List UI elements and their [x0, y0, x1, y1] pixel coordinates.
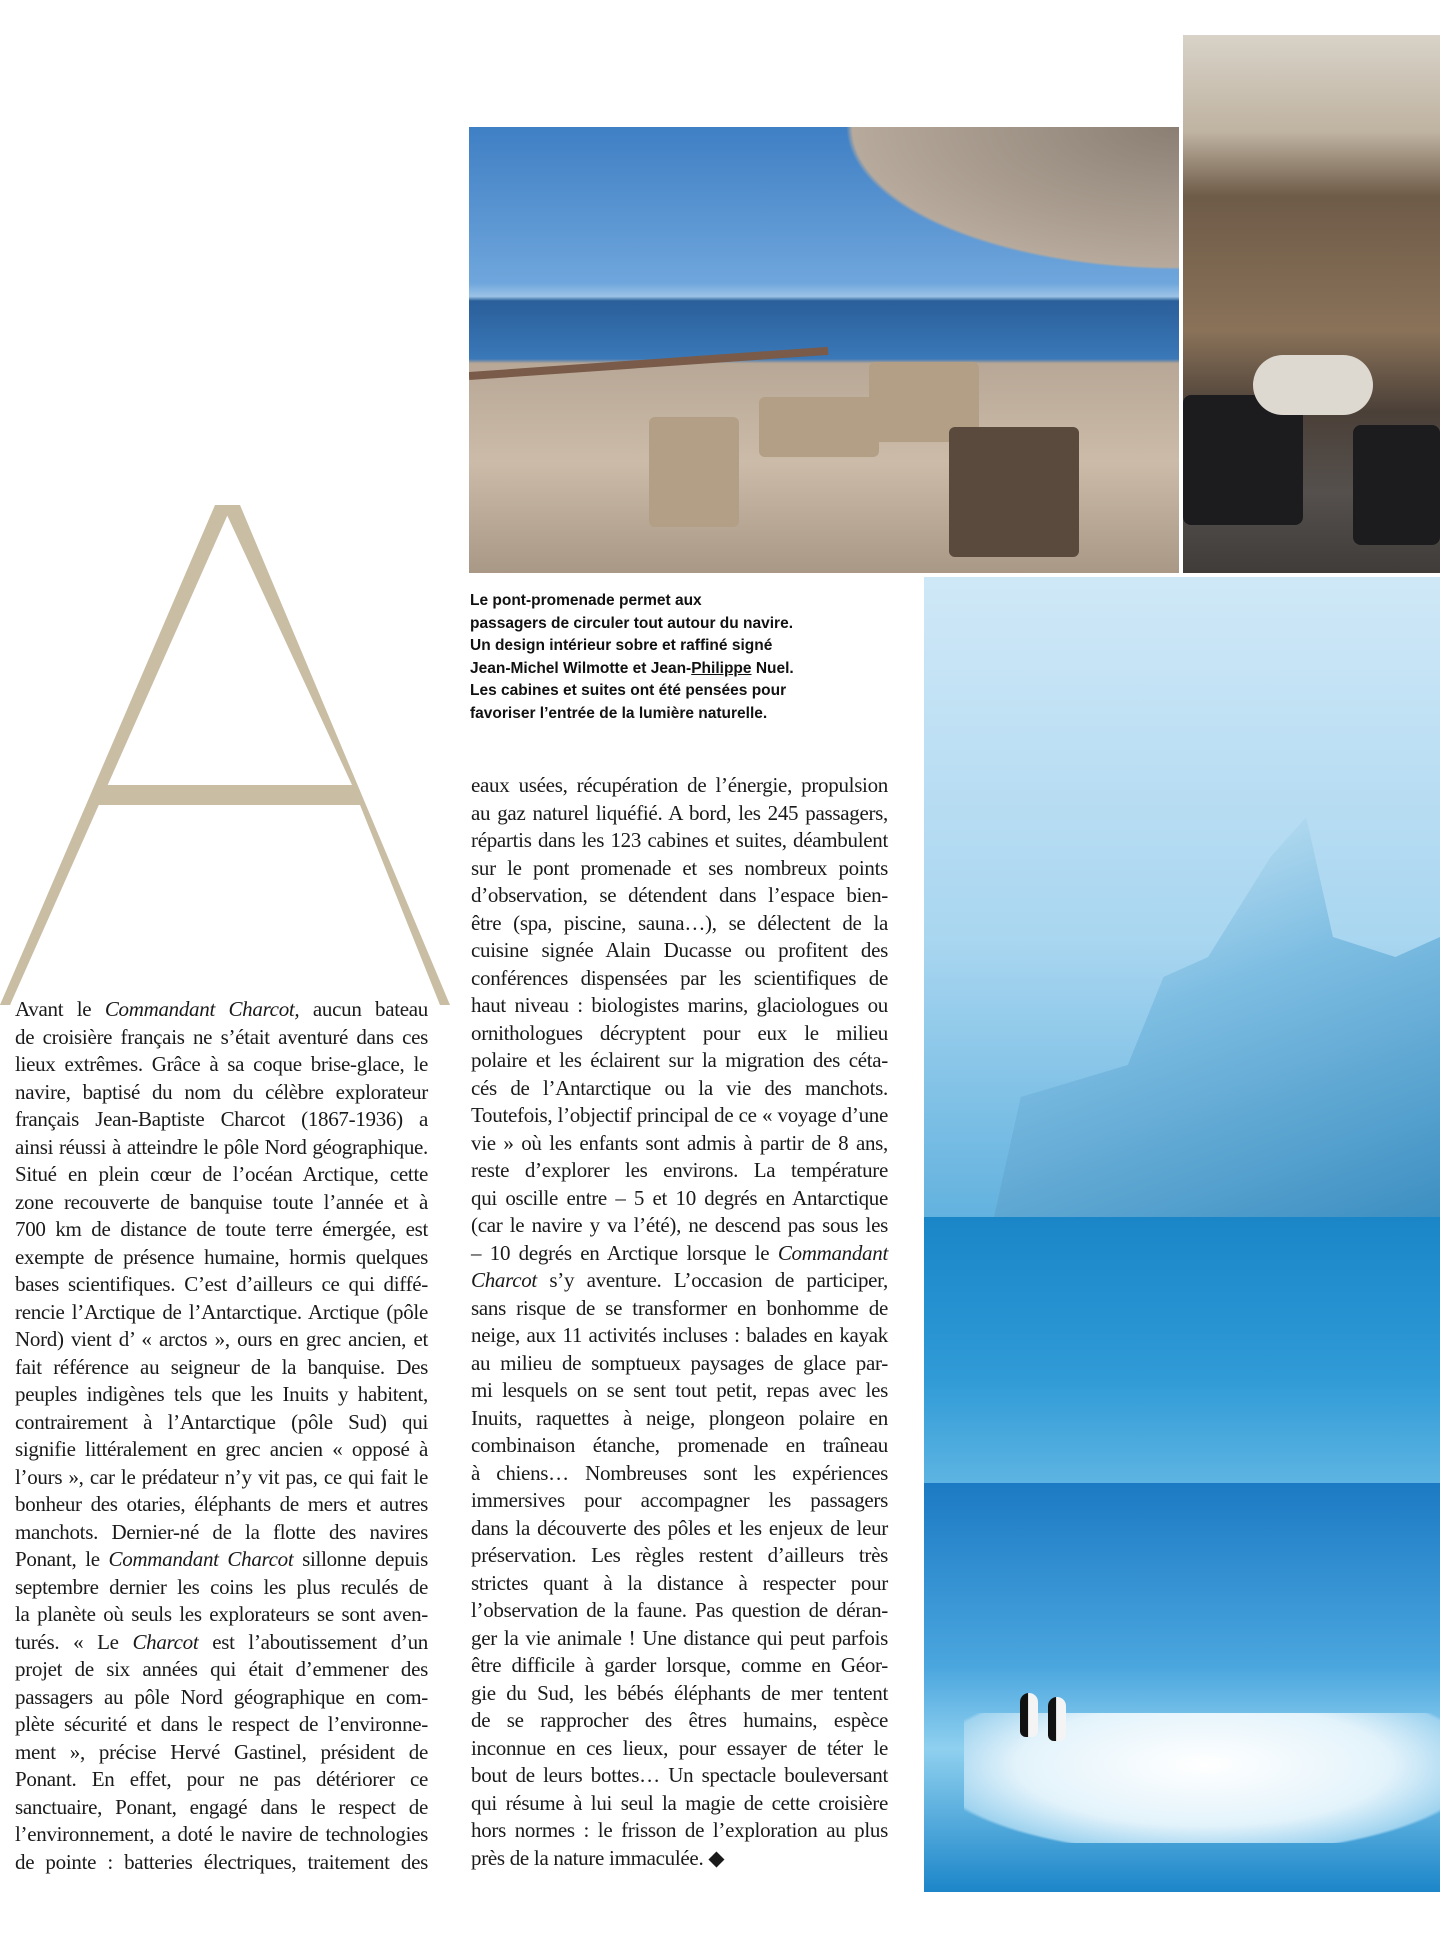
text-line [471, 1350, 888, 1378]
text-segment: septembre dernier les coins les plus reculés de [15, 1574, 428, 1599]
text-segment: la planète où seuls les explorateurs se sont aven- [15, 1602, 428, 1626]
text-segment: au milieu de somptueux paysages de glace par- [471, 1350, 888, 1375]
text-segment: mi lesquels on se sent tout petit, repas avec les [471, 1378, 888, 1402]
article-column-left [15, 996, 428, 1876]
caption-text: Jean-Michel Wilmotte et Jean- [470, 659, 692, 677]
text-segment: signifie littéralement en grec ancien « opposé à [15, 1437, 428, 1461]
interior-lounge-photo [1183, 35, 1440, 573]
text-segment: l’observation de la faune. Pas question de déran- [471, 1598, 888, 1622]
text-line [471, 937, 888, 965]
caption-underlined-name: Philippe [691, 659, 752, 677]
text-segment: 700 km de distance de toute terre émergée, est [15, 1217, 428, 1241]
text-segment: Ponant, le [15, 1547, 109, 1571]
text-line [15, 1574, 428, 1602]
text-segment: (car le navire y va l’été), ne descend pas sous les [471, 1213, 888, 1237]
ship-roof-overhang [759, 127, 1179, 307]
text-segment: français Jean-Baptiste Charcot (1867-1936) a [15, 1107, 428, 1131]
caption-line: Le pont-promenade permet aux [470, 592, 702, 609]
text-segment: combinaison étanche, promenade en traîneau [471, 1433, 888, 1457]
text-segment: être difficile à garder lorsque, comme en Géor- [471, 1653, 888, 1677]
text-segment: passagers au pôle Nord géographique en com- [15, 1684, 428, 1709]
text-line [15, 1216, 428, 1244]
text-segment: sanctuaire, Ponant, engagé dans le respect de [15, 1794, 428, 1819]
text-line [471, 827, 888, 855]
caption-text: Nuel. [751, 659, 794, 677]
text-line [15, 1134, 428, 1162]
text-line [15, 1656, 428, 1684]
text-segment: sans risque de se transformer en bonhomme de [471, 1295, 888, 1320]
text-segment: aucun bateau [299, 997, 429, 1021]
text-line [15, 1601, 428, 1629]
text-segment: de pointe : batteries électriques, traitement des [15, 1849, 428, 1874]
text-line [15, 1024, 428, 1052]
text-segment: gie du Sud, les bébés éléphants de mer tentent [471, 1680, 888, 1705]
text-line [471, 1185, 888, 1213]
text-line [15, 1271, 428, 1299]
text-segment: répartis dans les 123 cabines et suites, déambulent [471, 828, 888, 852]
text-line [15, 1354, 428, 1382]
text-line [471, 1075, 888, 1103]
text-line [471, 1322, 888, 1350]
text-segment: être (spa, piscine, sauna…), se délectent de la [471, 910, 888, 935]
text-segment: Situé en plein cœur de l’océan Arctique, cette [15, 1162, 428, 1186]
text-segment: polaire et les éclairent sur la migration des céta- [471, 1048, 888, 1072]
deck-sofa [759, 397, 879, 457]
drop-cap-letter-a [0, 505, 450, 1005]
text-segment: bases scientifiques. C’est d’ailleurs ce qui diffé- [15, 1272, 428, 1296]
text-line [471, 1487, 888, 1515]
caption-line: favoriser l’entrée de la lumière naturelle. [470, 704, 768, 722]
text-line [471, 800, 888, 828]
italic-ship-name: Charcot [471, 1268, 537, 1292]
text-line [471, 910, 888, 938]
text-segment: préservation. Les règles restent d’ailleurs très [471, 1543, 888, 1567]
text-line [471, 1020, 888, 1048]
text-line [15, 1546, 428, 1574]
text-line [471, 1295, 888, 1323]
text-line [471, 882, 888, 910]
text-segment: à chiens… Nombreuses sont les expériences [471, 1460, 888, 1485]
text-segment: immersives pour accompagner les passagers [471, 1488, 888, 1512]
text-line [15, 1766, 428, 1794]
text-line [471, 1267, 888, 1295]
text-line [471, 1790, 888, 1818]
text-segment: lieux extrêmes. Grâce à sa coque brise-glace, le [15, 1052, 428, 1076]
iceberg-photo [924, 577, 1440, 1483]
penguins-on-ice-photo [924, 1483, 1440, 1892]
text-line [471, 1542, 888, 1570]
text-segment: ainsi réussi à atteindre le pôle Nord géographique. [15, 1134, 428, 1159]
text-line [471, 1707, 888, 1735]
text-segment: Avant le [15, 997, 105, 1021]
text-segment: cés de l’Antarctique ou la vie des manchots. [471, 1075, 888, 1100]
text-line [15, 996, 428, 1024]
text-segment: inconnue en ces lieux, pour essayer de téter le [471, 1735, 888, 1760]
text-segment: ger la vie animale ! Une distance qui peut parfois [471, 1625, 888, 1650]
text-line [15, 1821, 428, 1849]
text-line [471, 855, 888, 883]
text-segment: dans la découverte des pôles et les enjeux de leur [471, 1515, 888, 1540]
text-line [471, 965, 888, 993]
text-segment: conférences dispensées par les scientifiques de [471, 965, 888, 990]
text-line [15, 1326, 428, 1354]
text-line [15, 1079, 428, 1107]
text-line [471, 1762, 888, 1790]
text-line [15, 1491, 428, 1519]
text-segment: au gaz naturel liquéfié. A bord, les 245 passagers, [471, 800, 888, 825]
text-segment: bout de leurs bottes… Un spectacle bouleversant [471, 1763, 888, 1787]
article-column-middle [471, 772, 888, 1872]
penguin [1020, 1693, 1038, 1737]
italic-ship-name: Charcot [132, 1629, 199, 1654]
text-line [471, 1047, 888, 1075]
text-line [15, 1051, 428, 1079]
text-line [471, 772, 888, 800]
text-line [471, 1157, 888, 1185]
text-line [471, 1817, 888, 1845]
text-segment: manchots. Dernier-né de la flotte des navires [15, 1519, 428, 1544]
text-line [15, 1106, 428, 1134]
text-segment: exempte de présence humaine, hormis quelques [15, 1244, 428, 1269]
text-segment: Ponant. En effet, pour ne pas détériorer ce [15, 1767, 428, 1791]
italic-ship-name: Commandant [777, 1240, 888, 1265]
caption-line: passagers de circuler tout autour du navire. [470, 614, 794, 632]
text-segment: sillonne depuis [293, 1547, 428, 1571]
text-segment: vie » où les enfants sont admis à partir de 8 ans, [471, 1130, 888, 1155]
caption-line [470, 658, 870, 681]
text-segment: ment », précise Hervé Gastinel, président de [15, 1739, 428, 1764]
text-segment: projet de six années qui était d’emmener des [15, 1657, 428, 1681]
text-segment: sur le pont promenade et ses nombreux points [471, 855, 888, 880]
text-line [471, 1597, 888, 1625]
text-line [15, 1299, 428, 1327]
text-line [471, 1515, 888, 1543]
caption-line: Un design intérieur sobre et raffiné signé [470, 637, 773, 654]
text-segment: neige, aux 11 activités incluses : balades en kayak [471, 1323, 888, 1347]
text-line [471, 1570, 888, 1598]
penguin [1048, 1697, 1066, 1741]
text-segment: bonheur des otaries, éléphants de mers et autres [15, 1492, 428, 1516]
text-segment: qui oscille entre – 5 et 10 degrés en Antarctique [471, 1185, 888, 1210]
text-segment: – 10 degrés en Arctique lorsque le [471, 1240, 778, 1265]
text-line [15, 1409, 428, 1437]
text-line [15, 1684, 428, 1712]
text-segment: fait référence au seigneur de la banquise. Des [15, 1354, 428, 1379]
text-line [471, 992, 888, 1020]
sea-reflection [924, 1217, 1440, 1483]
text-line [471, 1735, 888, 1763]
text-line [15, 1739, 428, 1767]
text-line [15, 1464, 428, 1492]
text-segment: de se rapprocher des êtres humains, espèce [471, 1708, 888, 1732]
text-line [15, 1436, 428, 1464]
text-line [15, 1244, 428, 1272]
text-line [471, 1130, 888, 1158]
text-segment: haut niveau : biologistes marins, glaciologues ou [471, 993, 888, 1017]
text-segment: est l’aboutissement d’un [198, 1629, 429, 1654]
text-line [471, 1680, 888, 1708]
text-line [15, 1189, 428, 1217]
text-segment: navire, baptisé du nom du célèbre explorateur [15, 1079, 428, 1104]
text-line [471, 1102, 888, 1130]
text-segment: Toutefois, l’objectif principal de ce « voyage d’une [471, 1103, 888, 1127]
text-segment: s’y aventure. L’occasion de participer, [536, 1268, 888, 1292]
text-segment: eaux usées, récupération de l’énergie, propulsion [471, 773, 888, 797]
text-segment: zone recouverte de banquise toute l’année et à [15, 1189, 428, 1214]
text-line [471, 1212, 888, 1240]
iceberg [994, 817, 1440, 1217]
text-segment: cuisine signée Alain Ducasse ou profitent des [471, 938, 888, 962]
italic-ship-name: Commandant Charcot [108, 1547, 294, 1571]
text-segment: peuples indigènes tels que les Inuits y habitent, [15, 1382, 428, 1406]
text-segment: turés. « Le [15, 1629, 133, 1654]
text-line [471, 1845, 888, 1873]
text-segment: d’observation, se détendent dans l’espace bien- [471, 883, 888, 907]
text-line [471, 1460, 888, 1488]
text-line [15, 1519, 428, 1547]
text-segment: Inuits, raquettes à neige, plongeon polaire en [471, 1405, 888, 1430]
text-segment: plète sécurité et dans le respect de l’environne- [15, 1712, 428, 1736]
deck-lounge-chair [949, 427, 1079, 557]
text-segment: strictes quant à la distance à respecter pour [471, 1570, 888, 1595]
italic-ship-name: Commandant Charcot, [104, 997, 300, 1021]
text-line [15, 1381, 428, 1409]
lounge-sofa [1253, 355, 1373, 415]
deck-armchair [649, 417, 739, 527]
photo-caption [470, 590, 870, 725]
text-line [471, 1652, 888, 1680]
text-segment: de croisière français ne s’était aventuré dans ces [15, 1024, 428, 1049]
text-line [15, 1161, 428, 1189]
caption-line: Les cabines et suites ont été pensées pour [470, 682, 787, 699]
deck-railing [469, 347, 828, 380]
text-line [471, 1405, 888, 1433]
text-line [15, 1794, 428, 1822]
text-segment: Nord) vient d’ « arctos », ours en grec ancien, et [15, 1327, 428, 1351]
text-line [471, 1377, 888, 1405]
text-line [471, 1432, 888, 1460]
text-segment: contrairement à l’Antarctique (pôle Sud) qui [15, 1409, 428, 1434]
text-segment: reste d’explorer les environs. La température [471, 1158, 888, 1182]
deck-promenade-photo [469, 127, 1179, 573]
text-line [471, 1240, 888, 1268]
text-segment: l’ours », car le prédateur n’y vit pas, ce qui fait le [15, 1464, 428, 1489]
text-segment: qui résume à lui seul la magie de cette croisière [471, 1790, 888, 1815]
drop-cap-counter [100, 515, 352, 785]
lounge-armchair [1353, 425, 1440, 545]
text-segment: ornithologues décryptent pour eux le milieu [471, 1020, 888, 1045]
text-line [15, 1629, 428, 1657]
text-line [471, 1625, 888, 1653]
text-segment: près de la nature immaculée. ◆ [471, 1845, 725, 1870]
text-segment: l’environnement, a doté le navire de technologies [15, 1822, 428, 1846]
text-line [15, 1711, 428, 1739]
text-line [15, 1849, 428, 1877]
text-segment: hors normes : le frisson de l’exploration au plus [471, 1818, 888, 1842]
text-segment: rencie l’Arctique de l’Antarctique. Arctique (pôle [15, 1299, 428, 1324]
